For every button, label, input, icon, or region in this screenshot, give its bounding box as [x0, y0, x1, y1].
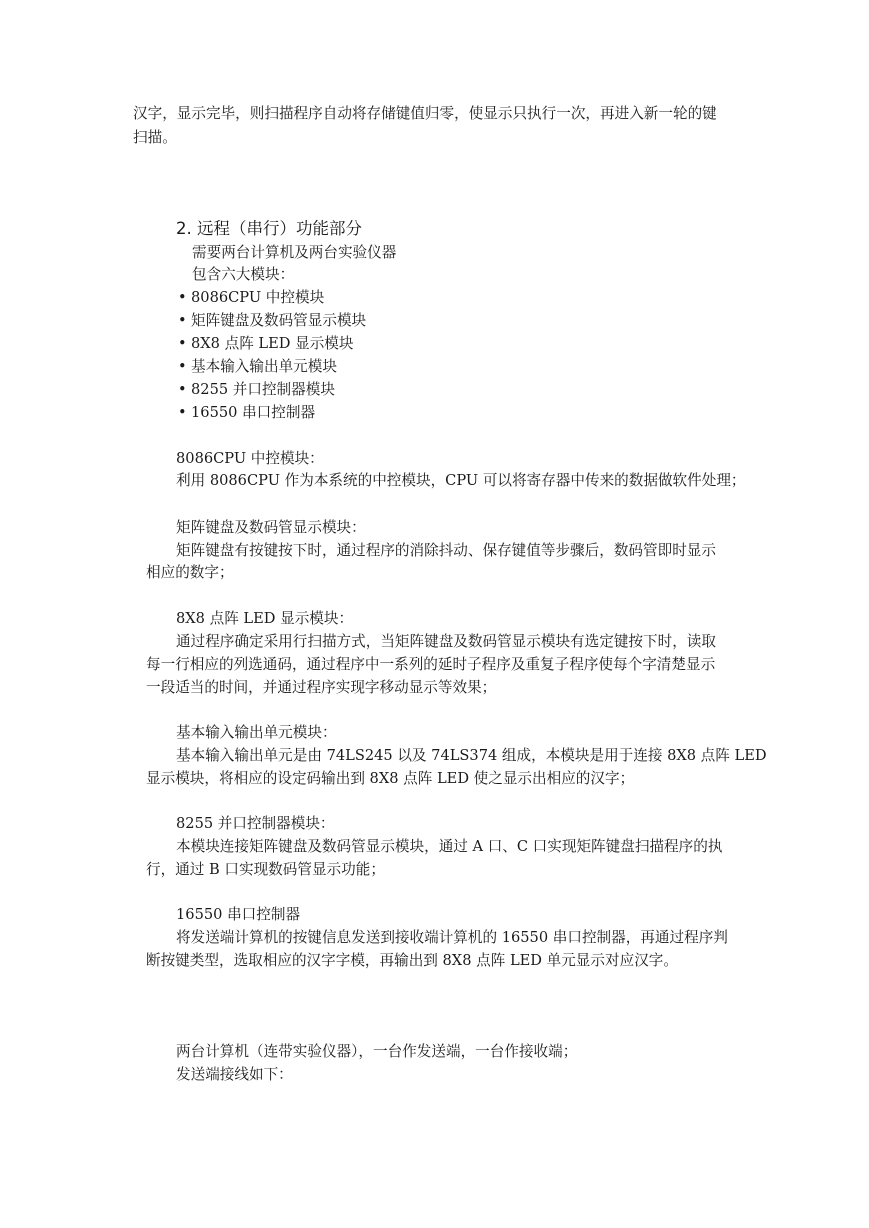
- module-text: 基本输入输出单元是由 74LS245 以及 74LS374 组成，本模块是用于连接 8X8 点阵 LED: [176, 747, 767, 764]
- list-item: [178, 333, 353, 355]
- module-text: 相应的数字；: [146, 564, 234, 581]
- bullet-icon: •: [178, 381, 187, 398]
- module-text: 通过程序确定采用行扫描方式，当矩阵键盘及数码管显示模块有选定键按下时，读取: [176, 633, 716, 650]
- closing-line-2: 发送端接线如下：: [176, 1066, 293, 1083]
- bullet-icon: •: [178, 358, 187, 375]
- list-item-label: 8X8 点阵 LED 显示模块: [191, 335, 354, 352]
- bullet-icon: •: [178, 404, 187, 421]
- list-item: [178, 379, 335, 401]
- bullet-icon: •: [178, 312, 187, 329]
- list-item-label: 8255 并口控制器模块: [191, 381, 335, 398]
- module-text: 将发送端计算机的按键信息发送到接收端计算机的 16550 串口控制器，再通过程序判: [176, 929, 728, 946]
- module-title: 8X8 点阵 LED 显示模块：: [176, 610, 354, 627]
- list-item-label: 8086CPU 中控模块: [191, 289, 325, 306]
- list-item: [178, 287, 324, 309]
- list-item-label: 矩阵键盘及数码管显示模块: [191, 312, 367, 329]
- module-text: 一段适当的时间，并通过程序实现字移动显示等效果；: [146, 679, 497, 696]
- module-title: 矩阵键盘及数码管显示模块：: [176, 519, 366, 536]
- module-text: 利用 8086CPU 作为本系统的中控模块，CPU 可以将寄存器中传来的数据做软件处理；: [176, 472, 746, 489]
- section-title: 2. 远程（串行）功能部分: [176, 219, 362, 238]
- module-title: 16550 串口控制器: [176, 906, 301, 923]
- module-title: 8255 并口控制器模块：: [176, 815, 335, 832]
- module-title: 基本输入输出单元模块：: [176, 724, 337, 741]
- module-text: 每一行相应的列选通码，通过程序中一系列的延时子程序及重复子程序使每个字清楚显示: [146, 656, 716, 673]
- section-contains: 包含六大模块：: [192, 266, 295, 283]
- list-item: [178, 356, 337, 378]
- module-text: 矩阵键盘有按键按下时，通过程序的消除抖动、保存键值等步骤后，数码管即时显示: [176, 542, 716, 559]
- module-text: 行，通过 B 口实现数码管显示功能；: [146, 861, 385, 878]
- bullet-icon: •: [178, 289, 187, 306]
- module-text: 显示模块，将相应的设定码输出到 8X8 点阵 LED 使之显示出相应的汉字；: [146, 770, 635, 787]
- module-text: 断按键类型，选取相应的汉字字模，再输出到 8X8 点阵 LED 单元显示对应汉字。: [146, 952, 678, 969]
- intro-line-1: 汉字，显示完毕，则扫描程序自动将存储键值归零，使显示只执行一次，再进入新一轮的键: [133, 105, 717, 122]
- list-item-label: 16550 串口控制器: [191, 404, 316, 421]
- module-text: 本模块连接矩阵键盘及数码管显示模块，通过 A 口、C 口实现矩阵键盘扫描程序的执: [176, 838, 723, 855]
- bullet-icon: •: [178, 335, 187, 352]
- list-item-label: 基本输入输出单元模块: [191, 358, 337, 375]
- list-item: [178, 310, 366, 332]
- closing-line-1: 两台计算机（连带实验仪器），一台作发送端，一台作接收端；: [176, 1043, 578, 1060]
- section-need: 需要两台计算机及两台实验仪器: [192, 244, 397, 261]
- intro-line-2: 扫描。: [133, 129, 177, 146]
- list-item: [178, 402, 315, 424]
- module-title: 8086CPU 中控模块：: [176, 450, 324, 467]
